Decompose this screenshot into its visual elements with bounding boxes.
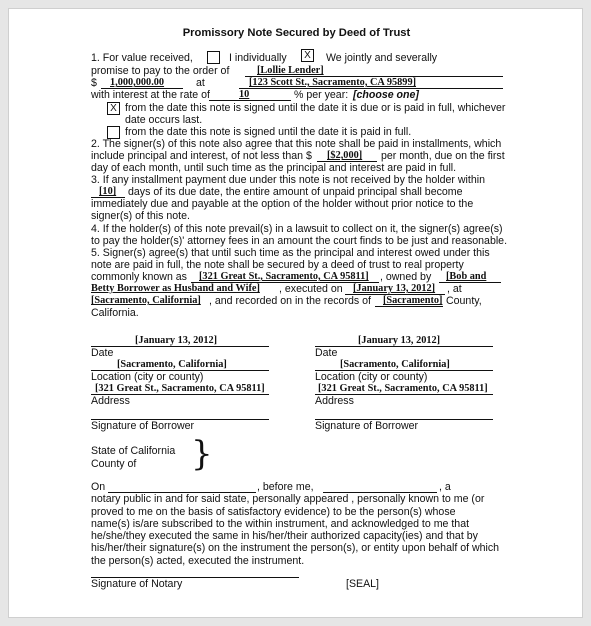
county-line xyxy=(375,306,443,307)
p4-line2: to pay the holder(s)' attorney fees in an amount the court finds to be just and reasonable. xyxy=(91,235,508,247)
rate-line xyxy=(209,100,291,101)
days-field[interactable]: [10] xyxy=(99,186,117,197)
interest-text: with interest at the rate of xyxy=(91,89,210,101)
notary-line2: proved to me on the basis of satisfactory evidence) to be the person(s) whose xyxy=(91,506,456,518)
choose-one-text: [choose one] xyxy=(353,89,419,101)
notary-signature-label: Signature of Notary xyxy=(91,578,183,590)
p2-line1: 2. The signer(s) of this note also agree that this note shall be paid in installments, which xyxy=(91,138,502,150)
right-address-label: Address xyxy=(315,395,354,407)
right-location-label: Location (city or county) xyxy=(315,371,428,383)
per-year-text: % per year: xyxy=(294,89,349,101)
state-text: State of California xyxy=(91,445,176,457)
p5-line3a: commonly known as xyxy=(91,271,187,283)
county-word: County, xyxy=(446,295,482,307)
label-individually: I individually xyxy=(229,52,287,64)
recorded-text: , and recorded on in the records of xyxy=(209,295,371,307)
p1-intro: 1. For value received, xyxy=(91,52,193,64)
p3-line2: days of its due date, the entire amount of unpaid principal shall become xyxy=(128,186,463,198)
right-date-field[interactable]: [January 13, 2012] xyxy=(358,335,441,346)
left-address-label: Address xyxy=(91,395,130,407)
checkbox-jointly[interactable]: X xyxy=(301,49,314,62)
right-date-line xyxy=(315,346,493,347)
left-date-line xyxy=(91,346,269,347)
at-text: at xyxy=(196,77,205,89)
payee-field[interactable]: [Lollie Lender] xyxy=(257,65,324,76)
before-me-text: , before me, xyxy=(257,481,314,493)
right-signature-label: Signature of Borrower xyxy=(315,420,419,432)
right-location-field[interactable]: [Sacramento, California] xyxy=(340,359,450,370)
left-date-label: Date xyxy=(91,347,114,359)
rate-field[interactable]: 10 xyxy=(239,89,250,100)
property-field[interactable]: [321 Great St., Sacramento, CA 95811] xyxy=(199,271,369,282)
p3-line1: 3. If any installment payment due under this note is not received by the holder within xyxy=(91,174,485,186)
document-page xyxy=(8,8,583,618)
p2-line3: day of each month, until such time as the principal and interest are paid in full. xyxy=(91,162,457,174)
county-field[interactable]: [Sacramento] xyxy=(383,295,443,306)
p2-line2a: include principal and interest, of not less than $ xyxy=(91,150,312,162)
notary-line3: name(s) is/are subscribed to the within instrument, and acknowledged to me that xyxy=(91,518,470,530)
right-address-field[interactable]: [321 Great St., Sacramento, CA 95811] xyxy=(318,383,488,394)
checkbox-rate-option-1[interactable]: X xyxy=(107,102,120,115)
on-text: On xyxy=(91,481,106,493)
owned-by-text: , owned by xyxy=(380,271,432,283)
rate-option-2-text: from the date this note is signed until the date it is paid in full. xyxy=(125,126,412,138)
installment-field[interactable]: [$2,000] xyxy=(327,150,363,161)
p5-end: California. xyxy=(91,307,139,319)
p2-line2b: per month, due on the first xyxy=(381,150,505,162)
p3-line3: immediately due and payable at the option of the holder without prior notice to the xyxy=(91,198,474,210)
right-date-label: Date xyxy=(315,347,338,359)
dollar-sign: $ xyxy=(91,77,97,89)
left-date-field[interactable]: [January 13, 2012] xyxy=(135,335,218,346)
owners-field-line1[interactable]: [Bob and xyxy=(446,271,487,282)
rate-option-1-line1: from the date this note is signed until the date it is due or is paid in full, whichever xyxy=(125,102,506,114)
seal-label: [SEAL] xyxy=(346,578,379,590)
p4-line1: 4. If the holder(s) of this note prevail(s) in a lawsuit to collect on it, the signer(s) agree(s) xyxy=(91,223,503,235)
notary-line1: notary public in and for said state, personally appeared , personally known to me (or xyxy=(91,493,485,505)
notary-line4: he/she/they executed the same in his/her/their authorized capacity(ies) and that by xyxy=(91,530,478,542)
left-location-field[interactable]: [Sacramento, California] xyxy=(117,359,227,370)
p5-line1: 5. Signer(s) agree(s) that until such time as the principal and interest owed under this xyxy=(91,247,490,259)
brace-symbol: } xyxy=(191,434,213,474)
notary-line6: the person(s) acted, executed the instrument. xyxy=(91,555,305,567)
rate-option-1-line2: date occurs last. xyxy=(125,114,203,126)
exec-place-field[interactable]: [Sacramento, California] xyxy=(91,295,201,306)
comma-at-text: , at xyxy=(447,283,462,295)
left-address-field[interactable]: [321 Great St., Sacramento, CA 95811] xyxy=(95,383,265,394)
left-signature-label: Signature of Borrower xyxy=(91,420,195,432)
checkbox-individually[interactable] xyxy=(207,51,220,64)
exec-date-field[interactable]: [January 13, 2012] xyxy=(353,283,436,294)
amount-field[interactable]: 1,000,000.00 xyxy=(110,77,165,88)
executed-on-text: , executed on xyxy=(279,283,343,295)
comma-a-text: , a xyxy=(439,481,451,493)
left-location-label: Location (city or county) xyxy=(91,371,204,383)
owners-field-line2[interactable]: Betty Borrower as Husband and Wife] xyxy=(91,283,260,294)
county-of-text: County of xyxy=(91,458,137,470)
p5-line2: note are paid in full, the note shall be secured by a deed of trust to real property xyxy=(91,259,464,271)
label-jointly: We jointly and severally xyxy=(326,52,438,64)
document-title: Promissory Note Secured by Deed of Trust xyxy=(182,27,411,39)
notary-line5: his/her/their signature(s) on the instrument the person(s), or entity upon behalf of which xyxy=(91,542,500,554)
p3-line4: signer(s) of this note. xyxy=(91,210,190,222)
promise-text: promise to pay to the order of xyxy=(91,65,230,77)
pay-address-field[interactable]: [123 Scott St., Sacramento, CA 95899] xyxy=(249,77,417,88)
